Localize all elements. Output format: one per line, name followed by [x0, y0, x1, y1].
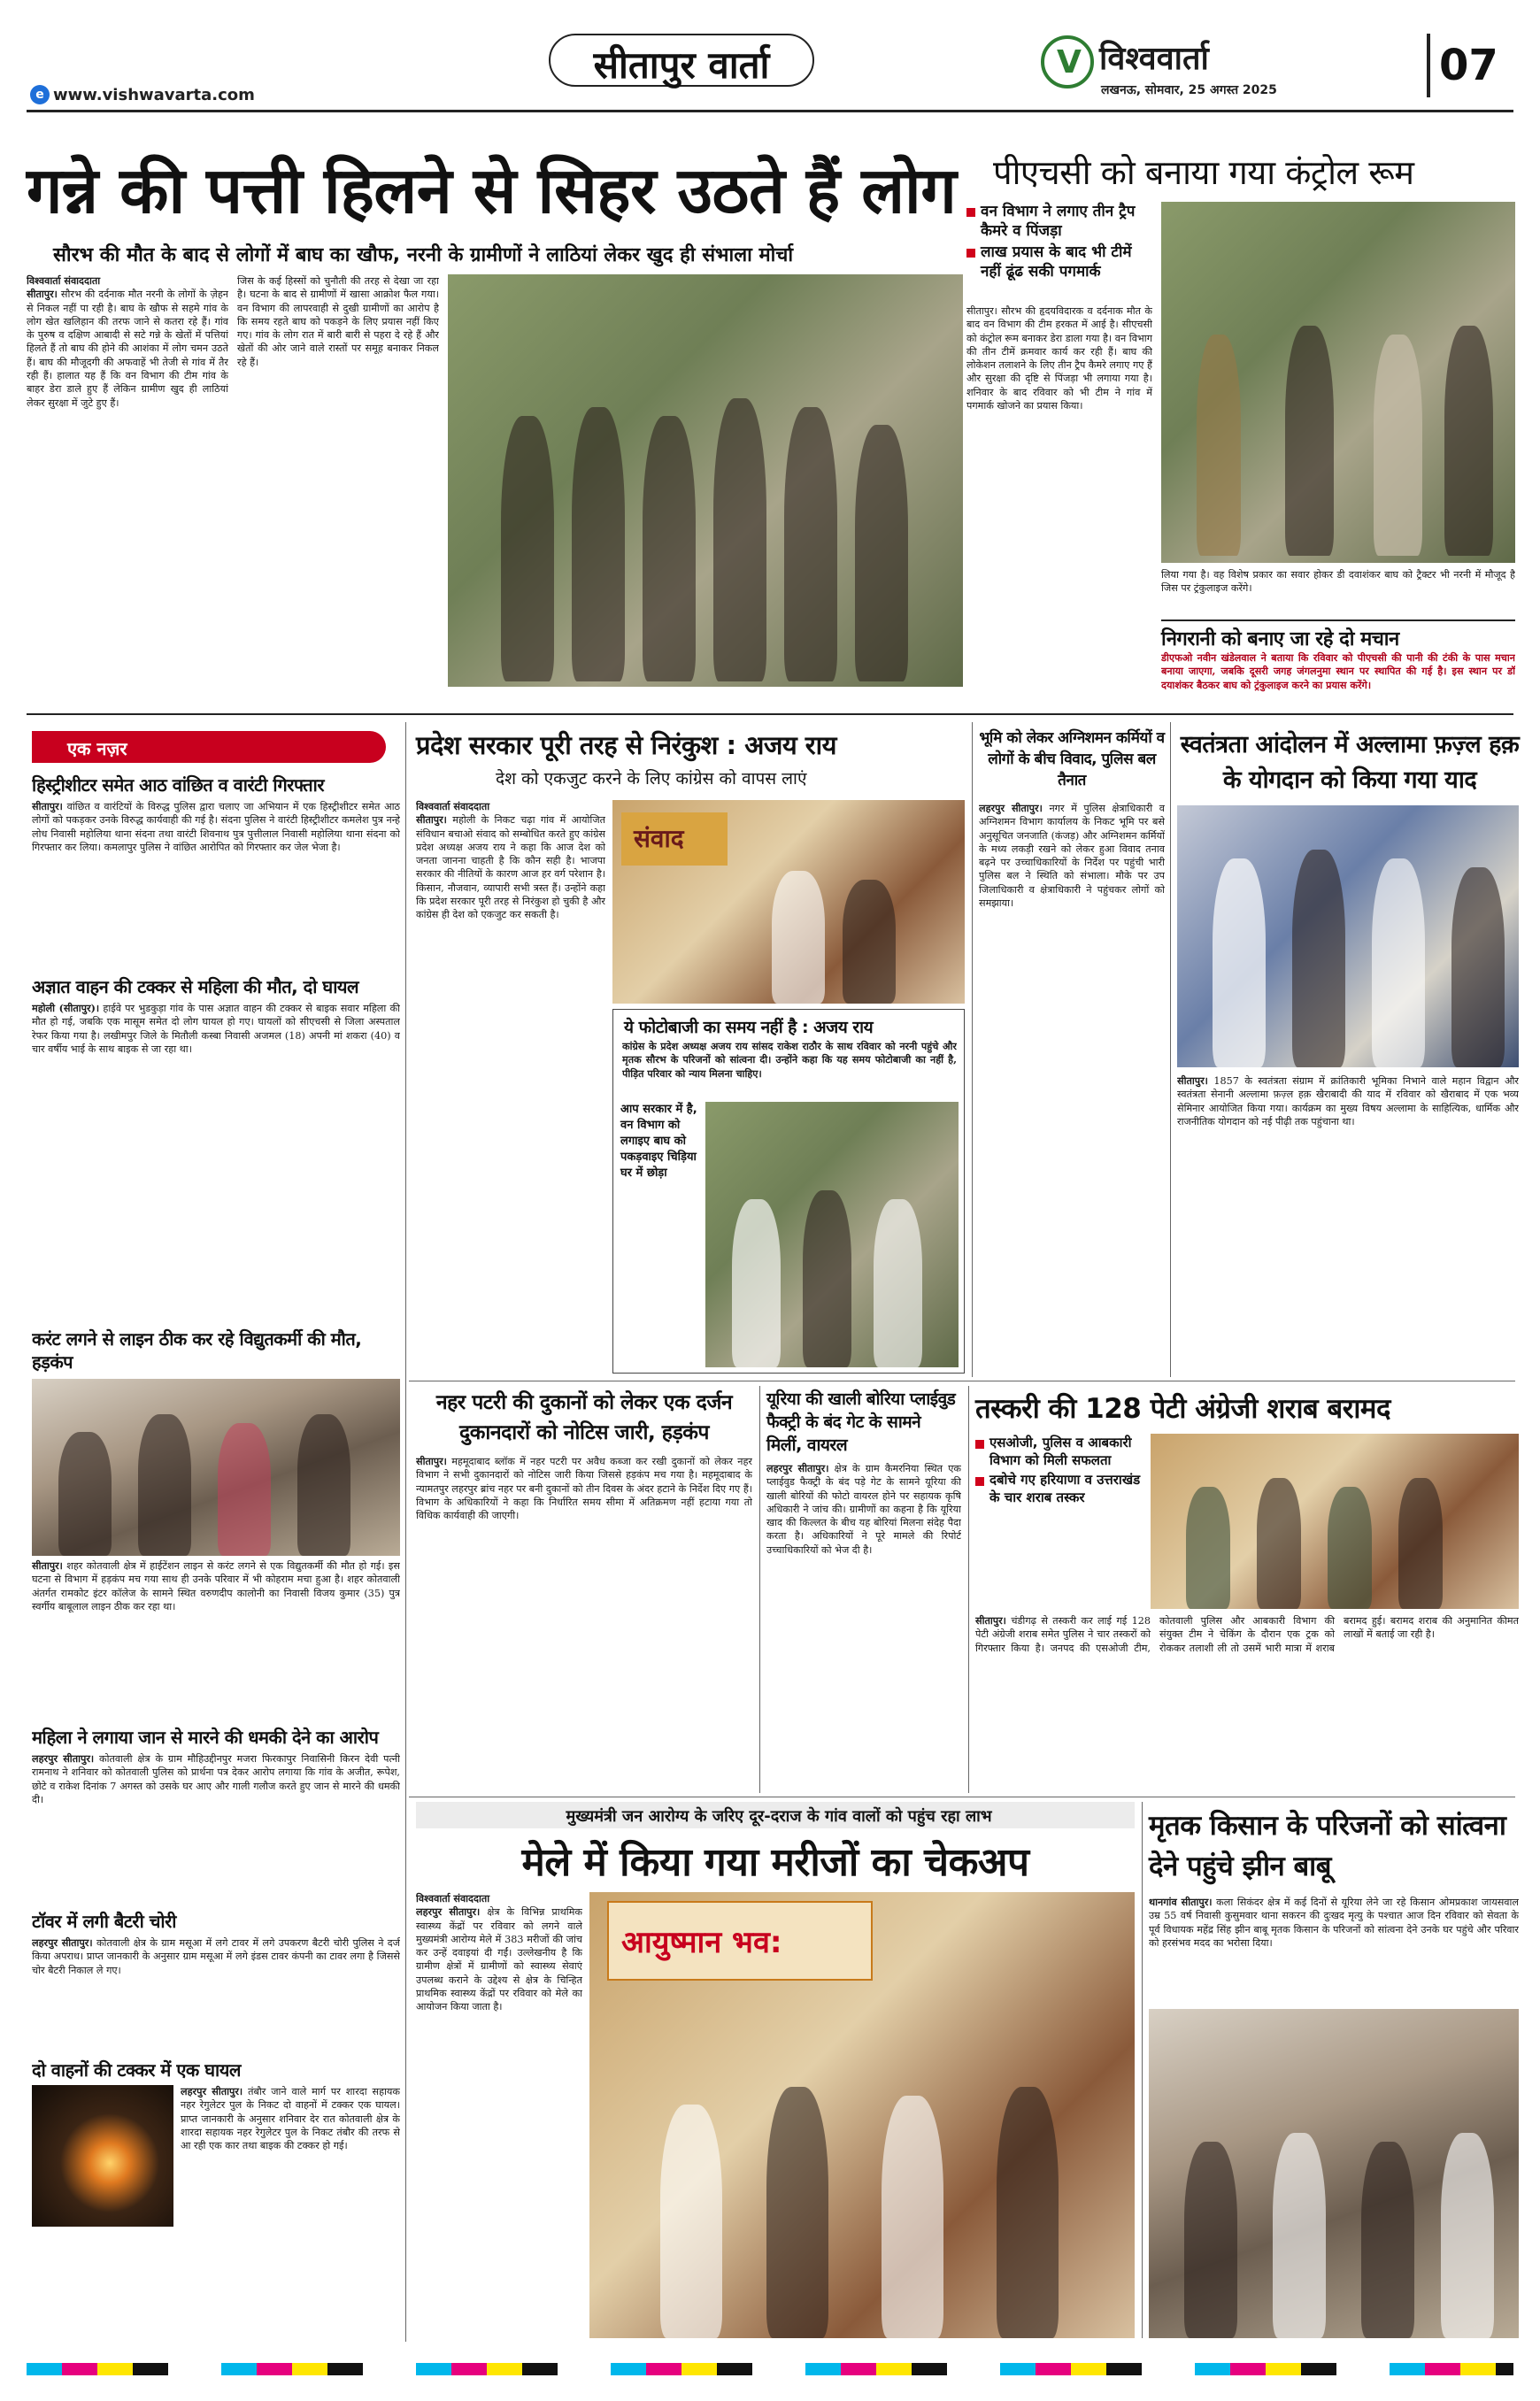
mela-byline: विश्ववार्ता संवाददाता	[416, 1892, 490, 1905]
phc-bullets	[966, 202, 1152, 283]
taskari-text: चंडीगढ़ से तस्करी कर लाई गई 128 पेटी अंग्रेजी शराब समेत पुलिस ने चार तस्करों को गिरफ्तार किया है। जनपद की एसओजी टीम, कोतवाली पुलिस और आबकारी विभाग की संयुक्त टीम ने चेकिंग के दौरान एक ट्रक को रोककर तलाशी ली तो उसमें भारी मात्रा में शराब बरामद हुई। बरामद शराब की अनुमानित कीमत लाखों में बताई जा रही है।	[975, 1615, 1519, 1654]
mela-banner	[607, 1901, 873, 1981]
mela-text: क्षेत्र के विभिन्न प्राथमिक स्वास्थ्य केंद्रों पर रविवार को लगने वाले मुख्यमंत्री आरोग्य मेले में 383 मरीजों की जांच कर उन्हें दवाइयां दी गईं। उल्लेखनीय है कि ग्रामीण क्षेत्रों में ग्रामीणों को स्वास्थ्य सेवाएं उपलब्ध कराने के उद्देश्य से क्षेत्र के चिन्हित प्राथमिक स्वास्थ्य केंद्रों पर रविवार को मेले का आयोजन किया जाता है।	[416, 1906, 582, 2013]
ek-nazar-item-3-photo	[32, 1379, 400, 1556]
bhoomi-headline: भूमि को लेकर अग्निशमन कर्मियों व लोगों के बीच विवाद, पुलिस बल तैनात	[979, 729, 1165, 789]
ek-nazar-item-1-body	[32, 800, 400, 968]
bhoomi-divider	[1170, 722, 1171, 1377]
mela-kicker: मुख्यमंत्री जन आरोग्य के जरिए दूर-दराज के गांव वालों को पहुंच रहा लाभ	[566, 1807, 992, 1826]
ply-body	[766, 1462, 961, 1789]
ajay-rai-inset-headline: ये फोटोबाजी का समय नहीं है : अजय राय	[624, 1018, 874, 1037]
taskari-body	[975, 1614, 1519, 1789]
section-title: सीतापुर वार्ता	[593, 43, 770, 87]
phc-caption: लिया गया है। वह विशेष प्रकार का सवार होकर डी दवाशंकर बाघ को ट्रैक्टर भी नरनी में मौजूद है जिस पर ट्रंकुलाइज करेंगे।	[1161, 569, 1515, 595]
ek-nazar-item-3-dateline: सीतापुर।	[32, 1559, 63, 1572]
ek-nazar-item-4-text: कोतवाली क्षेत्र के ग्राम मौहिउद्दीनपुर मजरा फिरकापुर निवासिनी किरन देवी पत्नी रामनाथ ने शनिवार को कोतवाली पुलिस को प्रार्थना पत्र देकर आरोप लगाया कि गांव के अजीत, रूपेश, छोटे व राकेश दिनांक 7 अगस्त को उसके घर आए और गाली गलौज करते हुए जान से मारने की धमकी दी।	[32, 1753, 400, 1805]
mela-dateline: लहरपुर सीतापुर।	[416, 1905, 481, 1919]
brand-name: विश्ववार्ता	[1099, 41, 1209, 77]
masthead-rule	[27, 110, 1513, 112]
mela-photo	[589, 1892, 1135, 2338]
ek-nazar-item-4-dateline: लहरपुर सीतापुर।	[32, 1752, 95, 1765]
page-number-box	[1427, 34, 1430, 97]
ek-nazar-item-3-text: शहर कोतवाली क्षेत्र में हाईटेंशन लाइन से करंट लगने से एक विद्युतकर्मी की मौत हो गई। इस घटना से विभाग में हड़कंप मच गया साथ ही उनके परिवार में भी कोहराम मचा हुआ है। शहर कोतवाली अंतर्गत रामकोट इंटर कॉलेज के सामने स्थित वरुणदीप कालोनी का निवासी विजय कुमार (35) पुत्र स्वर्गीय बाबूलाल लाइन ठीक कर रहा था।	[32, 1560, 400, 1612]
ek-nazar-item-2-body	[32, 1002, 400, 1320]
ek-nazar-item-6-body	[181, 2085, 400, 2227]
ajay-rai-inset-text: कांग्रेस के प्रदेश अध्यक्ष अजय राय सांसद राकेश राठौर के साथ रविवार को नरनी पहुंचे और मृतक सौरभ के परिजनों को सांत्वना दी। उन्होंने कहा कि यह समय फोटोबाजी का नहीं है, पीड़ित परिवार को न्याय मिलना चाहिए।	[622, 1040, 957, 1080]
date-line: लखनऊ, सोमवार, 25 अगस्त 2025	[1101, 83, 1277, 97]
mela-body	[416, 1892, 582, 2338]
ajay-rai-banner-text: संवाद	[634, 824, 684, 853]
ek-nazar-item-5-body	[32, 1936, 400, 2051]
allama-text: 1857 के स्वतंत्रता संग्राम में क्रांतिकारी भूमिका निभाने वाले महान विद्वान और स्वतंत्रता सेनानी अल्लामा फ़ज़्ल हक़ खैराबादी की याद में रविवार को खैराबाद में एक भव्य सेमिनार आयोजित किया गया। कार्यक्रम का मुख्य विषय अल्लामा के साहित्यिक, धार्मिक और राजनीतिक योगदान को नई पीढ़ी तक पहुंचाना था।	[1177, 1075, 1519, 1127]
allama-body	[1177, 1074, 1519, 1375]
nahar-text: महमूदाबाद ब्लॉक में नहर पटरी पर अवैध कब्जा कर रखी दुकानों को लेकर नहर विभाग ने सभी दुकानदारों को नोटिस जारी किया जिससे हड़कंप मच गया है। महमूदाबाद के न्यामतपुर लहरपुर ब्रांच नहर पर बनी दुकानों को तीन दिवस के अंदर हटाने के निर्देश दिए गए हैं। विभाग के अधिकारियों ने कहा कि निर्धारित समय सीमा में अतिक्रमण नहीं हटाया गया तो विधिक कार्यवाही की जाएगी।	[416, 1456, 752, 1522]
ajay-rai-byline: विश्ववार्ता संवाददाता	[416, 800, 490, 812]
ply-dateline: लहरपुर सीतापुर।	[766, 1462, 829, 1474]
mela-divider	[1142, 1802, 1143, 2338]
brand-logo-icon: V	[1041, 35, 1094, 88]
taskari-bullet-2: दबोचे गए हरियाणा व उत्तराखंड के चार शराब तस्कर	[975, 1471, 1143, 1506]
ajay-rai-subhead: देश को एकजुट करने के लिए कांग्रेस को वापस लाएं	[496, 769, 807, 789]
masthead	[0, 0, 1540, 115]
ek-nazar-item-3-headline: करंट लगने से लाइन ठीक कर रहे विद्युतकर्मी की मौत, हड़कंप	[32, 1328, 362, 1373]
registration-marks	[27, 2363, 1513, 2375]
nahar-body	[416, 1455, 752, 1789]
ek-nazar-item-4-body	[32, 1752, 400, 1903]
ek-nazar-item-3-body	[32, 1559, 400, 1719]
kisan-dateline: थानगांव सीतापुर।	[1149, 1896, 1213, 1908]
lead-subhead: सौरभ की मौत के बाद से लोगों में बाघ का खौफ, नरनी के ग्रामीणों ने लाठियां लेकर खुद ही संभाला मोर्चा	[53, 244, 794, 266]
phc-photo	[1161, 202, 1515, 563]
taskari-headline: तस्करी की 128 पेटी अंग्रेजी शराब बरामद	[975, 1393, 1390, 1425]
ajay-rai-text: महोली के निकट चढ़ा गांव में आयोजित संविधान बचाओ संवाद को सम्बोधित करते हुए कांग्रेस प्रदेश अध्यक्ष अजय राय ने कहा कि आज देश को जनता जानना चाहती है कि कौन सही है। भाजपा सरकार की नीतियों के कारण आज हर वर्ग परेशान है। किसान, नौजवान, व्यापारी सभी त्रस्त हैं। उन्होंने कहा कि प्रदेश सरकार पूरी तरह से निरंकुश हो चुकी है और कांग्रेस ही देश को एकजुट कर सकती है।	[416, 814, 605, 921]
ek-nazar-item-4-headline: महिला ने लगाया जान से मारने की धमकी देने का आरोप	[32, 1727, 379, 1748]
ajay-rai-headline: प्रदेश सरकार पूरी तरह से निरंकुश : अजय राय	[416, 730, 836, 760]
nahar-headline: नहर पटरी की दुकानों को लेकर एक दर्जन दुकानदारों को नोटिस जारी, हड़कंप	[435, 1391, 733, 1444]
bhoomi-text: नगर में पुलिस क्षेत्राधिकारी व अग्निशमन विभाग कार्यालय के निकट भूमि पर बसे अनुसूचित जनजाति (कंजड़) और अग्निशमन कर्मियों के मध्य लकड़ी रखने को लेकर हुआ विवाद तनाव बढ़ने पर उच्चाधिकारियों के निर्देश पर पहुंची भारी पुलिस बल ने स्थिति को संभाला। मौके पर उप जिलाधिकारी व क्षेत्राधिकारी ने पहुंचकर लोगों को समझाया।	[979, 803, 1165, 910]
watch-headline: निगरानी को बनाए जा रहे दो मचान	[1161, 628, 1399, 650]
ply-headline: यूरिया की खाली बोरिया प्लाईवुड फैक्ट्री के बंद गेट के सामने मिलीं, वायरल	[766, 1389, 956, 1455]
ajay-rai-inset-photo	[705, 1102, 959, 1367]
ajay-rai-dateline: सीतापुर।	[416, 813, 447, 827]
lead-bottom-rule	[27, 713, 1513, 715]
phc-bullet-2: लाख प्रयास के बाद भी टीमें नहीं ढूंढ सकी पगमार्क	[966, 242, 1152, 281]
lead-photo	[448, 274, 963, 687]
website-link[interactable]: www.vishwavarta.com	[53, 86, 255, 104]
ek-nazar-item-5-headline: टॉवर में लगी बैटरी चोरी	[32, 1911, 176, 1932]
allama-photo	[1177, 805, 1519, 1067]
ply-text: क्षेत्र के ग्राम कैमरनिया स्थित एक प्लाईवुड फैक्ट्री के बंद पड़े गेट के सामने यूरिया की खाली बोरियों की फोटो वायरल होने पर सहायक कृषि अधिकारी ने जांच की। ग्रामीणों का कहना है कि यूरिया खाद की किल्लत के बीच यह बोरियां मिलना संदेह पैदा करता है। अधिकारियों ने पूरे मामले की रिपोर्ट उच्चाधिकारियों को भेज दी है।	[766, 1463, 961, 1556]
kisan-photo	[1149, 2009, 1519, 2338]
lead-col1-text: सौरभ की दर्दनाक मौत नरनी के लोगों के ज़ेहन से निकल नहीं पा रही है। बाघ के खौफ से सहमे गांव के लोग खेत खलिहान की तरफ जाने से कतरा रहे हैं। गांव के पुरुष व दक्षिण आबादी से सटे गन्ने के खेतों में पत्तियां हिलते हैं तो बाघ की होने की आशंका में लोग चमन उठते हैं। बाघ की मौजूदगी की अफवाहें भी तेजी से गांव में तैर रही हैं। हालात यह हैं कि वन विभाग की टीम गांव के बाहर डेरा डाले हुए हैं लेकिन ग्रामीण खुद ही लाठियां लेकर सुरक्षा में जुटे हुए हैं।	[27, 289, 228, 409]
ek-nazar-label: एक नज़र	[67, 738, 127, 759]
bhoomi-dateline: लहरपुर सीतापुर।	[979, 802, 1043, 814]
phc-text: सीतापुर। सौरभ की हृदयविदारक व दर्दनाक मौत के बाद वन विभाग की टीम हरकत में आई है। सीएचसी को कंट्रोल रूम बनाकर डेरा डाला गया है। वन विभाग की तीन टीमें क्रमवार कार्य कर रही हैं। बाघ की लोकेशन तलाशने के लिए तीन ट्रैप कैमरे लगाए गए हैं और सुरक्षा की दृष्टि से पिंजड़ा भी लगाया गया है। शनिवार के बाद रविवार को भी टीम ने गांव में पगमार्क खोजने का प्रयास किया।	[966, 305, 1152, 412]
lead-col2-text: जिस के कई हिस्सों को चुनौती की तरह से देखा जा रहा है। घटना के बाद से ग्रामीणों में खासा आक्रोश फैल गया। वन विभाग की लापरवाही से दुखी ग्रामीणों का आरोप है कि समय रहते बाघ को पकड़ने के लिए प्रयास नहीं किए गए। गांव के लोग रात में बारी बारी से पहरा दे रहे हैं और खेतों की ओर जाने वाले रास्तों पर समूह बनाकर निकल रहे हैं।	[237, 275, 439, 368]
lead-headline: गन्ने की पत्ती हिलने से सिहर उठते हैं लोग	[27, 153, 957, 227]
watch-text: डीएफओ नवीन खंडेलवाल ने बताया कि रविवार को पीएचसी की पानी की टंकी के पास मचान बनाया जाएगा, जबकि दूसरी जगह जंगलनुमा स्थान पर स्थापित की गई है। इस स्थान पर डॉ दयाशंकर बैठकर बाघ को ट्रंकुलाइज करने का प्रयास करेंगे।	[1161, 651, 1515, 691]
taskari-dateline: सीतापुर।	[975, 1614, 1006, 1627]
ajay-rai-sidebar-note: आप सरकार में है, वन विभाग को लगाइए बाघ को पकड़वाइए चिड़िया घर में छोड़ा	[620, 1103, 697, 1180]
ek-nazar-item-1-dateline: सीतापुर।	[32, 800, 63, 812]
ek-nazar-item-1-text: वांछित व वारंटियों के विरुद्ध पुलिस द्वारा चलाए जा अभियान में एक हिस्ट्रीशीटर समेत आठ लोगों को पकड़कर उनके विरुद्ध कार्यवाही की गई है। संदना पुलिस ने वारंटी हिस्ट्रीशीटर कमलेश पुत्र नन्हे लोध निवासी महोलिया थाना संदना तथा वारंटी शिवनाथ पुत्र पुत्तीलाल निवासी महोलिया थाना संदना को गिरफ्तार कर लिया। कमलापुर पुलिस ने वांछित आरोपित को गिरफ्तार कर जेल भेजा है।	[32, 801, 400, 853]
bhoomi-body	[979, 802, 1165, 1377]
phc-bullet-1: वन विभाग ने लगाए तीन ट्रैप कैमरे व पिंजड़ा	[966, 202, 1152, 241]
lead-dateline: सीतापुर।	[27, 288, 58, 301]
ek-nazar-item-2-headline: अज्ञात वाहन की टक्कर से महिला की मौत, दो घायल	[32, 976, 359, 997]
ek-nazar-item-6-text: तंबौर जाने वाले मार्ग पर शारदा सहायक नहर रेगुलेटर पुल के निकट दो वाहनों में टक्कर एक घायल। प्राप्त जानकारी के अनुसार शनिवार देर रात कोतवाली क्षेत्र के शारदा सहायक नहर रेगुलेटर पुल के निकट तंबौर की तरफ से आ रही एक कार तथा बाइक की टक्कर हो गई।	[181, 2086, 400, 2152]
ajay-rai-banner	[621, 812, 728, 866]
allama-dateline: सीतापुर।	[1177, 1074, 1208, 1087]
globe-icon: e	[30, 85, 50, 104]
ek-nazar-divider	[405, 722, 406, 2342]
ajay-rai-photo	[612, 800, 965, 1004]
nahar-dateline: सीतापुर।	[416, 1455, 447, 1467]
ek-nazar-item-1-headline: हिस्ट्रीशीटर समेत आठ वांछित व वारंटी गिरफ्तार	[32, 774, 325, 796]
ajay-rai-inset	[612, 1009, 965, 1374]
ply-divider	[968, 1386, 969, 1793]
phc-headline: पीएचसी को बनाया गया कंट्रोल रूम	[993, 153, 1414, 192]
nahar-divider	[759, 1386, 760, 1793]
ek-nazar-item-5-dateline: लहरपुर सीतापुर।	[32, 1936, 93, 1949]
ek-nazar-column	[32, 773, 400, 2340]
ek-nazar-item-5-text: कोतवाली क्षेत्र के ग्राम मसूआ में लगे टावर में लगे उपकरण बैटरी चोरी पुलिस ने दर्ज किया अपराध। प्राप्त जानकारी के अनुसार ग्राम मसूआ में लगे इंडस टावर कंपनी का टावर लगा है जिससे चोर बैटरी निकाल ले गए।	[32, 1937, 400, 1976]
mela-banner-text: आयुष्मान भव:	[621, 1925, 782, 1960]
ek-nazar-item-6-dateline: लहरपुर सीतापुर।	[181, 2085, 243, 2097]
ek-nazar-item-6-headline: दो वाहनों की टक्कर में एक घायल	[32, 2059, 241, 2081]
ek-nazar-item-2-dateline: महोली (सीतापुर)।	[32, 1002, 100, 1014]
ek-nazar-item-6-photo	[32, 2085, 173, 2227]
taskari-photo	[1151, 1434, 1519, 1609]
lead-byline: विश्ववार्ता संवाददाता	[27, 274, 101, 287]
taskari-bullet-1: एसओजी, पुलिस व आबकारी विभाग को मिली सफलता	[975, 1434, 1143, 1469]
kisan-text: कला सिकंदर क्षेत्र में कई दिनों से यूरिया लेने जा रहे किसान ओमप्रकाश जायसवाल उम्र 55 वर्ष निवासी कुसुमवार थाना सकरन की दुःखद मृत्यु के पश्चात आज दिन रविवार को सेवता के पूर्व विधायक महेंद्र सिंह झीन बाबू मृतक किसान के परिजनों को सांत्वना देने उनके घर पहुंचे और परिवार को हरसंभव मदद का भरोसा दिया।	[1149, 1897, 1519, 1949]
ajay-rai-col	[416, 800, 605, 1349]
lead-col2	[237, 274, 439, 687]
kisan-body	[1149, 1896, 1519, 2002]
mela-headline: मेले में किया गया मरीजों का चेकअप	[521, 1840, 1029, 1885]
ek-nazar-tag	[32, 731, 386, 763]
kisan-headline: मृतक किसान के परिजनों को सांत्वना देने पहुंचे झीन बाबू	[1149, 1810, 1506, 1882]
allama-headline: स्वतंत्रता आंदोलन में अल्लामा फ़ज़्ल हक़ के योगदान को किया गया याद	[1180, 731, 1520, 794]
taskari-bullets	[975, 1434, 1143, 1508]
ek-nazar-item-2-text: हाईवे पर भुडकुड़ा गांव के पास अज्ञात वाहन की टक्कर से बाइक सवार महिला की मौत हो गई, जबकि एक मासूम समेत दो लोग घायल हो गए। घायलों को सीएचसी से जिला अस्पताल रेफर किया गया है। लखीमपुर जिले के मितौली कस्बा निवासी अजमल (18) अपनी मां शकरा (40) व चार वर्षीय भाई के साथ बाइक से जा रहा था।	[32, 1003, 400, 1055]
page-number: 07	[1439, 41, 1498, 90]
ajay-rai-divider	[972, 722, 973, 1377]
lead-col1	[27, 274, 228, 687]
